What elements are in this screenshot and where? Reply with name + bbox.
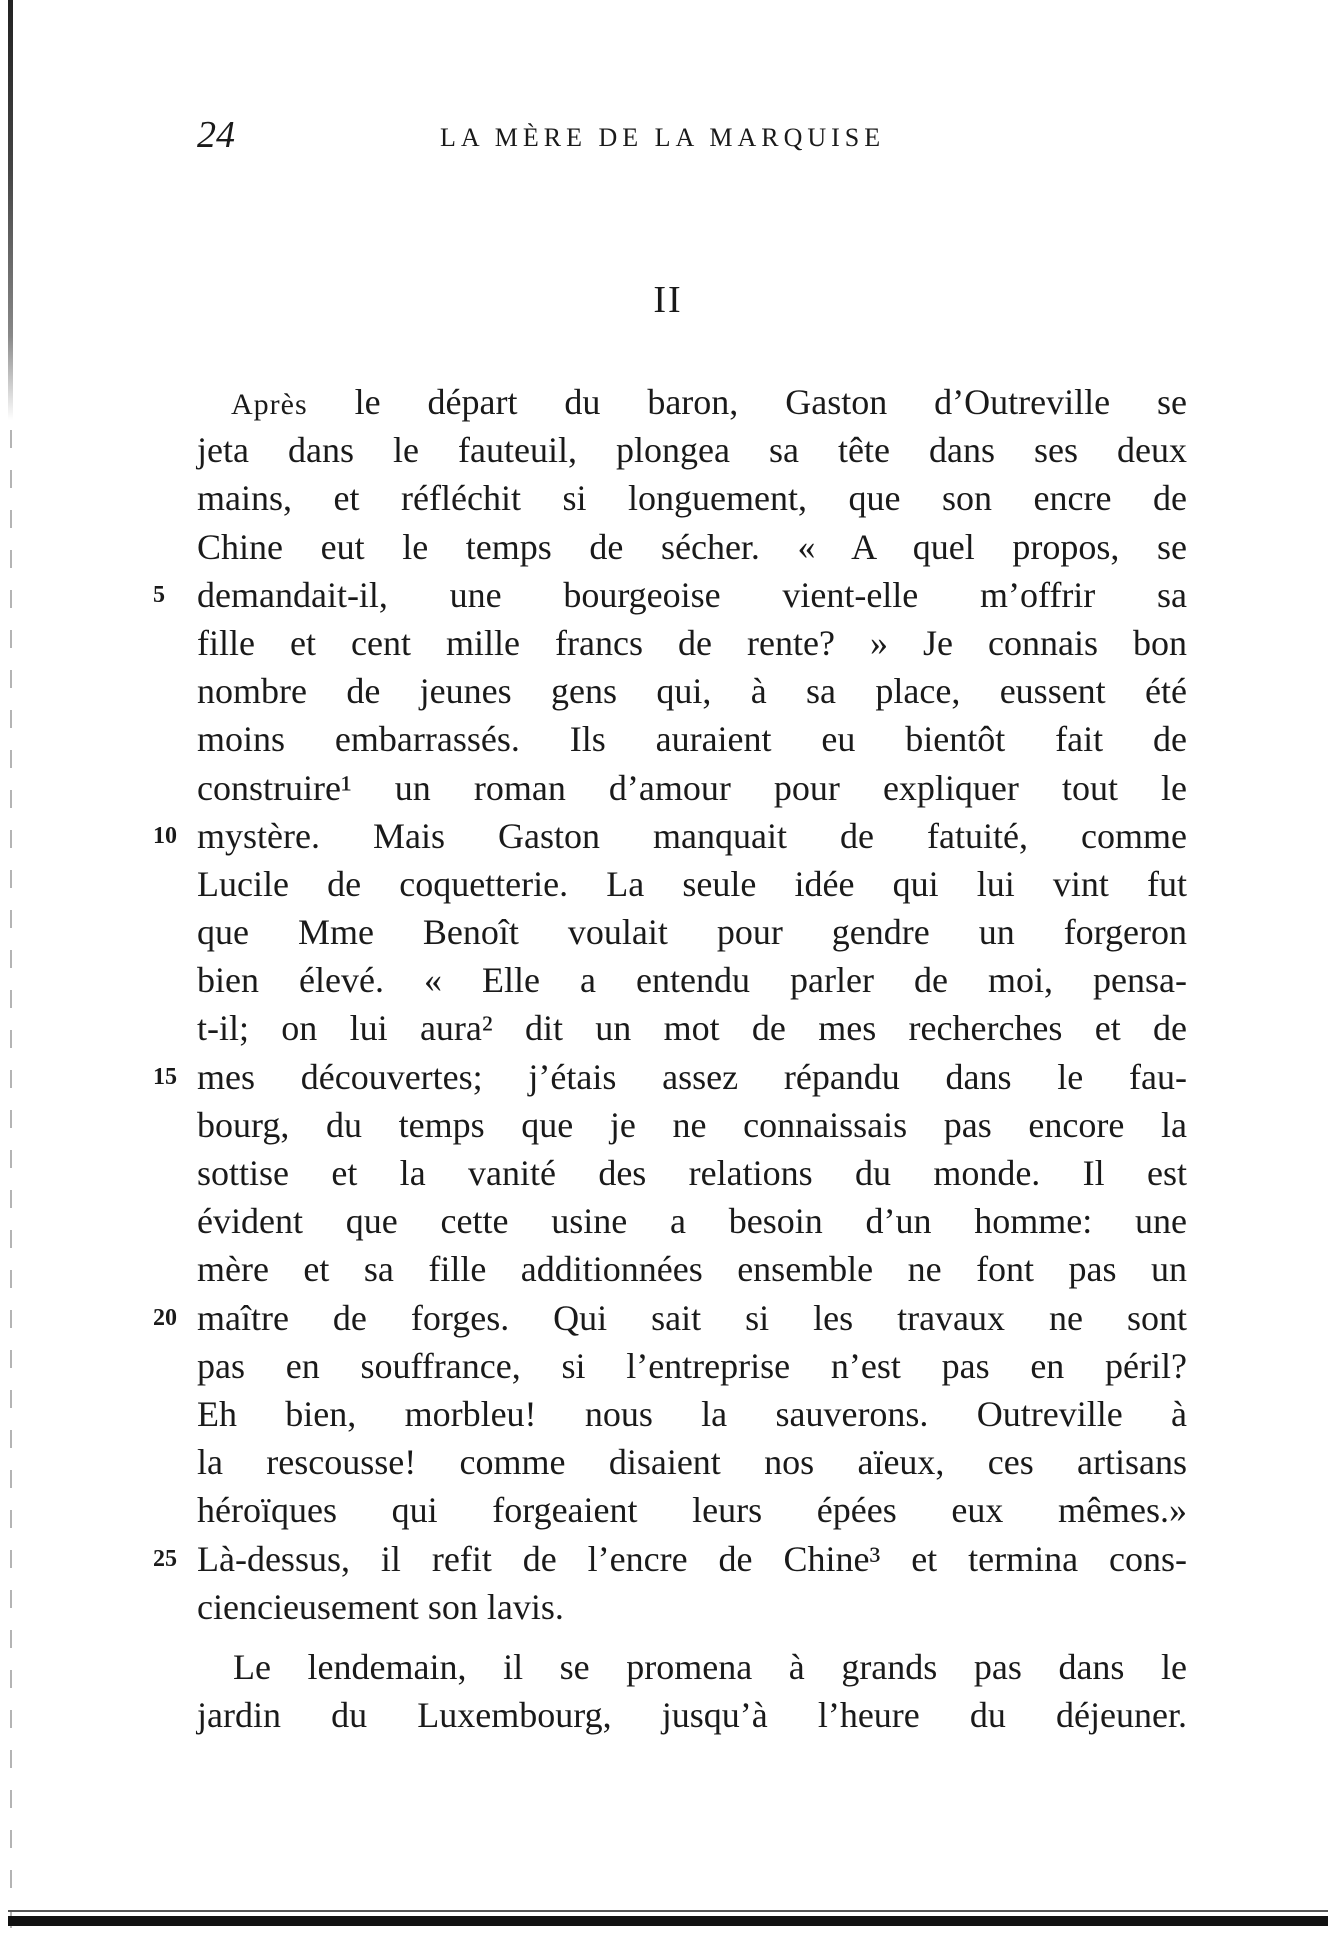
line-text: jardin du Luxembourg, jusqu’à l’heure du déjeuner. bbox=[197, 1695, 1187, 1736]
text-line bbox=[197, 1643, 1187, 1691]
text-line bbox=[197, 860, 1187, 908]
page-number: 24 bbox=[197, 114, 235, 156]
text-line bbox=[197, 1004, 1187, 1052]
line-text: Lucile de coquetterie. La seule idée qui lui vint fut bbox=[197, 863, 1187, 904]
line-text: construire¹ un roman d’amour pour expliquer tout le bbox=[197, 767, 1187, 808]
line-number-marker: 20 bbox=[153, 1304, 177, 1331]
line-text: héroïques qui forgeaient leurs épées eux mêmes.» bbox=[197, 1490, 1187, 1531]
line-text: la rescousse! comme disaient nos aïeux, ces artisans bbox=[197, 1442, 1187, 1483]
text-line bbox=[197, 1149, 1187, 1197]
line-text: Le lendemain, il se promena à grands pas dans le bbox=[233, 1646, 1187, 1687]
running-header bbox=[0, 110, 1336, 160]
line-text: fille et cent mille francs de rente? » Je connais bon bbox=[197, 622, 1187, 663]
text-line bbox=[197, 715, 1187, 763]
text-line bbox=[197, 1583, 1187, 1631]
line-text: le départ du baron, Gaston d’Outreville se bbox=[307, 382, 1187, 422]
line-number-marker: 5 bbox=[153, 581, 165, 608]
line-text: Eh bien, morbleu! nous la sauverons. Outreville à bbox=[197, 1393, 1187, 1434]
line-text: nombre de jeunes gens qui, à sa place, eussent été bbox=[197, 671, 1187, 712]
line-text: t-il; on lui aura² dit un mot de mes recherches et de bbox=[197, 1008, 1187, 1049]
line-text: bourg, du temps que je ne connaissais pas encore la bbox=[197, 1104, 1187, 1145]
line-text: bien élevé. « Elle a entendu parler de moi, pensa- bbox=[197, 960, 1187, 1001]
line-text: demandait-il, une bourgeoise vient-elle m’offrir sa bbox=[197, 574, 1187, 615]
line-text: mes découvertes; j’étais assez répandu dans le fau- bbox=[197, 1056, 1187, 1097]
line-text: évident que cette usine a besoin d’un homme: une bbox=[197, 1201, 1187, 1242]
small-caps-lead: Après bbox=[231, 388, 308, 421]
line-text: Là-dessus, il refit de l’encre de Chine³ et termina cons- bbox=[197, 1538, 1187, 1579]
line-number-marker: 15 bbox=[153, 1063, 177, 1090]
line-text: pas en souffrance, si l’entreprise n’est pas en péril? bbox=[197, 1345, 1187, 1386]
text-line bbox=[197, 908, 1187, 956]
text-line bbox=[197, 1245, 1187, 1293]
line-text: que Mme Benoît voulait pour gendre un forgeron bbox=[197, 912, 1187, 953]
bottom-scan-edge bbox=[8, 1916, 1328, 1926]
line-text: Chine eut le temps de sécher. « A quel propos, se bbox=[197, 526, 1187, 567]
text-line bbox=[197, 619, 1187, 667]
text-line bbox=[197, 1691, 1187, 1739]
text-line bbox=[197, 426, 1187, 474]
text-line bbox=[197, 1197, 1187, 1245]
line-text: mains, et réfléchit si longuement, que son encre de bbox=[197, 478, 1187, 519]
line-number-marker: 25 bbox=[153, 1545, 177, 1572]
line-text: ciencieusement son lavis. bbox=[197, 1586, 564, 1627]
binding-shadow bbox=[8, 0, 13, 420]
bottom-scan-line bbox=[8, 1910, 1328, 1912]
text-line bbox=[153, 1535, 1187, 1583]
text-line bbox=[153, 1053, 1187, 1101]
scan-edge-marks bbox=[10, 430, 12, 1930]
text-line bbox=[197, 378, 1187, 426]
chapter-numeral: II bbox=[653, 279, 683, 321]
text-line bbox=[197, 667, 1187, 715]
line-text: moins embarrassés. Ils auraient eu bientôt fait de bbox=[197, 719, 1187, 760]
line-text: mère et sa fille additionnées ensemble ne font pas un bbox=[197, 1249, 1187, 1290]
text-line bbox=[197, 523, 1187, 571]
body-text bbox=[153, 378, 1187, 1739]
text-line bbox=[153, 571, 1187, 619]
text-line bbox=[197, 1342, 1187, 1390]
text-line bbox=[197, 1101, 1187, 1149]
line-text: maître de forges. Qui sait si les travaux ne sont bbox=[197, 1297, 1187, 1338]
running-title: LA MÈRE DE LA MARQUISE bbox=[440, 123, 886, 152]
text-line bbox=[197, 764, 1187, 812]
line-text: jeta dans le fauteuil, plongea sa tête dans ses deux bbox=[197, 430, 1187, 471]
text-line bbox=[197, 1390, 1187, 1438]
line-text: mystère. Mais Gaston manquait de fatuité, comme bbox=[197, 815, 1187, 856]
text-line bbox=[153, 1294, 1187, 1342]
text-line bbox=[153, 812, 1187, 860]
line-text: sottise et la vanité des relations du monde. Il est bbox=[197, 1153, 1187, 1193]
text-line bbox=[197, 956, 1187, 1004]
text-line bbox=[197, 474, 1187, 522]
text-line bbox=[197, 1438, 1187, 1486]
line-number-marker: 10 bbox=[153, 822, 177, 849]
text-line bbox=[197, 1486, 1187, 1534]
